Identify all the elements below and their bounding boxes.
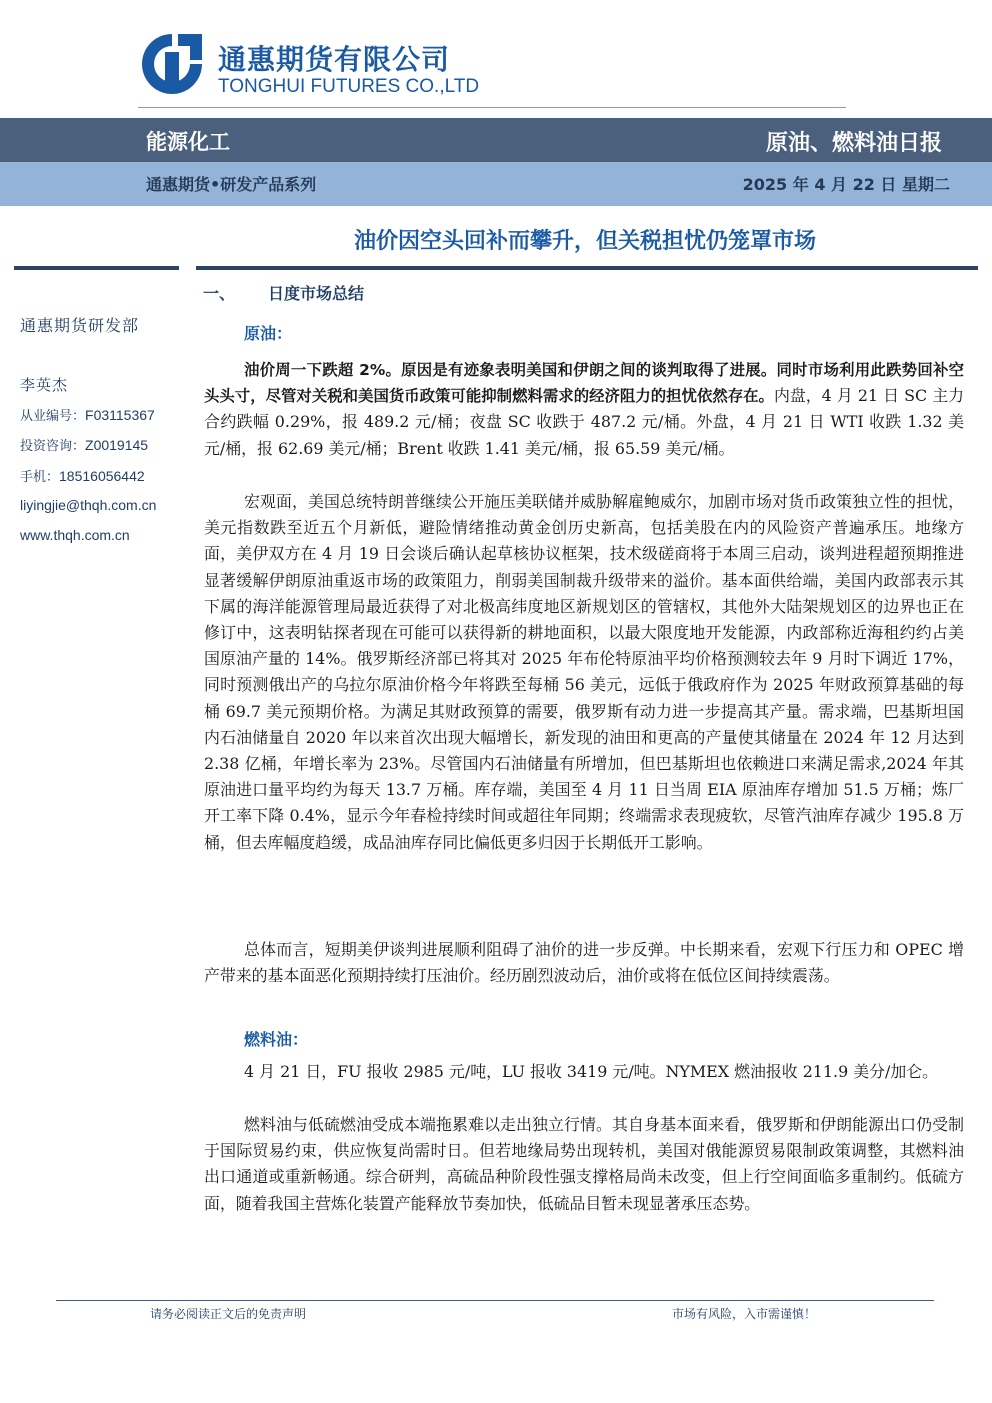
advisory-number: Z0019145 <box>85 437 149 453</box>
practice-number-row <box>20 405 155 424</box>
crude-paragraph-outlook: 总体而言，短期美伊谈判进展顺利阻碍了油价的进一步反弹。中长期来看，宏观下行压力和 OPEC 增产带来的基本面恶化预期持续打压油价。经历剧烈波动后，油价或将在低位区间持续震荡。 <box>204 940 964 986</box>
fuel-paragraph-analysis: 燃料油与低硫燃油受成本端拖累难以走出独立行情。其自身基本面来看，俄罗斯和伊朗能源出口仍受制于国际贸易约束，供应恢复尚需时日。但若地缘局势出现转机，美国对俄能源贸易限制政策调整，其燃料油出口通道或重新畅通。综合研判，高硫品种阶段性强支撑格局尚未改变，但上行空间面临多重制约。低硫方面，随着我国主营炼化装置产能释放节奏加快，低硫品目暂未现显著承压态势。 <box>204 1115 964 1213</box>
advisory-number-label: 投资咨询： <box>20 439 86 454</box>
phone-row <box>20 466 145 485</box>
headline: 油价因空头回补而攀升，但关税担忧仍笼罩市场 <box>353 229 816 254</box>
footer-risk-warning: 市场有风险，入市需谨慎！ <box>671 1307 816 1321</box>
crude-paragraph-macro: 宏观面，美国总统特朗普继续公开施压美联储并威胁解雇鲍威尔，加剧市场对货币政策独立性的担忧，美元指数跌至近五个月新低，避险情绪推动黄金创历史新高，包括美股在内的风险资产普遍承压。地缘方面，美伊双方在 4 月 19 日会谈后确认起草核协议框架，技术级磋商将于本周三启动，谈判进程超预期推进显著缓解伊朗原油重返市场的政策阻力，削弱美国制裁升级带来的溢价。基本面供给端，美国内政部表示其下属的海洋能源管理局最近获得了对北极高纬度地区新规划区的管辖权，其他外大陆架规划区的边界也正在修订中，这表明钻探者现在可能可以获得新的耕地面积，以最大限度地开发能源，内政部称近海租约约占美国原油产量的 14%。俄罗斯经济部已将其对 2025 年布伦特原油平均价格预测较去年 9 月时下调近 17%，同时预测俄出产的乌拉尔原油价格今年将跌至每桶 56 美元，远低于俄政府作为 2025 年财政预算基础的每桶 69.7 美元预期价格。为满足其财政预算的需要，俄罗斯有动力进一步提高其产量。需求端，巴基斯坦国内石油储量自 2020 年以来首次出现大幅增长，新发现的油田和更高的产量使其储量在 2024 年 12 月达到 2.38 亿桶，年增长率为 23%。尽管国内石油储量有所增加，但巴基斯坦也依赖进口来满足需求,2024 年其原油进口量平均约为每天 13.7 万桶。库存端，美国至 4 月 11 日当周 EIA 原油库存增加 51.5 万桶；炼厂开工率下降 0.4%，显示今年春检持续时间或超往年同期；终端需求表现疲软，尽管汽油库存减少 195.8 万桶，但去库幅度趋缓，成品油库存同比偏低更多归因于长期低开工影响。 <box>204 492 964 852</box>
company-name-cn: 通惠期货有限公司 <box>218 43 451 76</box>
practice-number: F03115367 <box>85 407 155 423</box>
fuel-paragraph-prices: 4 月 21 日，FU 报收 2985 元/吨，LU 报收 3419 元/吨。NYMEX 燃油报收 211.9 美分/加仑。 <box>244 1062 939 1081</box>
report-type-label: 原油、燃料油日报 <box>765 131 942 156</box>
series-label: 通惠期货•研发产品系列 <box>146 175 317 194</box>
sector-label: 能源化工 <box>146 130 230 154</box>
phone-number: 18516056442 <box>59 468 145 484</box>
crude-heading: 原油： <box>244 324 293 343</box>
phone-label: 手机： <box>20 470 60 485</box>
crude-summary-prices: 内盘，4 月 21 日 SC 主力合约跌幅 0.29%，报 489.2 元/桶；夜盘 SC 收跌于 487.2 元/桶。外盘，4 月 21 日 WTI 收跌 1.32 美元/桶，报 62.69 美元/桶；Brent 收跌 1.41 美元/桶，报 65.59 美元/桶。 <box>204 386 964 458</box>
sidebar-rule <box>14 266 179 270</box>
fuel-heading: 燃料油： <box>244 1030 309 1049</box>
email-link[interactable]: liyingjie@thqh.com.cn <box>20 497 157 513</box>
report-date: 2025 年 4 月 22 日 星期二 <box>742 175 950 194</box>
company-name-en: TONGHUI FUTURES CO.,LTD <box>218 76 480 97</box>
footer-divider <box>56 1300 934 1301</box>
crude-summary-bold: 油价周一下跌超 2%。原因是有迹象表明美国和伊朗之间的谈判取得了进展。同时市场利用此跌势回补空头头寸，尽管对关税和美国货币政策可能抑制燃料需求的经济阻力的担忧依然存在。 <box>204 361 964 406</box>
website-link[interactable]: www.thqh.com.cn <box>20 527 130 543</box>
crude-paragraph-summary <box>204 357 964 462</box>
advisory-number-row <box>20 435 148 454</box>
research-department: 通惠期货研发部 <box>20 316 140 335</box>
analyst-name: 李英杰 <box>20 376 69 394</box>
company-logo-icon <box>138 30 206 98</box>
content-rule <box>196 266 978 270</box>
practice-number-label: 从业编号： <box>20 409 86 424</box>
footer-disclaimer[interactable]: 请务必阅读正文后的免责声明 <box>150 1307 307 1321</box>
section-number: 一、 <box>203 284 236 303</box>
section-title: 日度市场总结 <box>268 284 365 303</box>
header-divider <box>138 107 846 108</box>
